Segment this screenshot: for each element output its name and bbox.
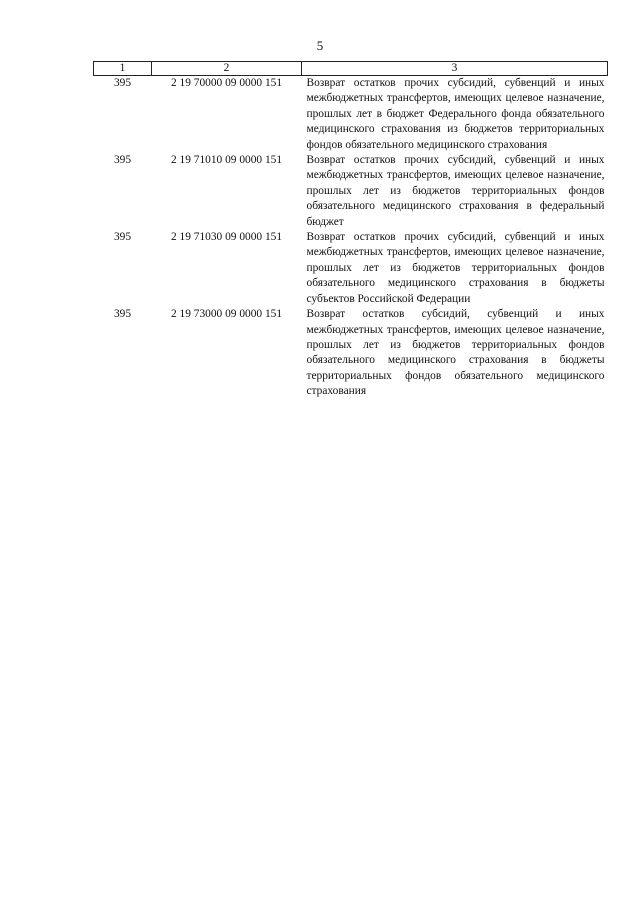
kbk-code-cell: 2 19 71010 09 0000 151 bbox=[170, 154, 283, 167]
admin-code-cell: 395 bbox=[113, 154, 132, 167]
admin-code-cell: 395 bbox=[113, 77, 132, 89]
budget-codes-table bbox=[93, 61, 608, 400]
admin-code-cell: 395 bbox=[113, 231, 132, 244]
table-header-row bbox=[94, 62, 608, 76]
admin-code-cell: 395 bbox=[113, 308, 132, 321]
table-row bbox=[94, 230, 608, 307]
column-header-2: 2 bbox=[152, 62, 302, 76]
description-cell: Возврат остатков прочих субсидий, субвенций и иных межбюджетных трансфертов, имеющих целевое назначение, прошлых лет в бюджет Федерального фонда обязательного медицинского страхования из бюджетов территориальных фондов обязательного медицинского страхования bbox=[306, 77, 605, 151]
table-row bbox=[94, 153, 608, 230]
description-cell: Возврат остатков прочих субсидий, субвенций и иных межбюджетных трансфертов, имеющих целевое назначение, прошлых лет из бюджетов территориальных фондов обязательного медицинского страхования в федеральный бюджет bbox=[306, 154, 605, 228]
kbk-code-cell: 2 19 73000 09 0000 151 bbox=[170, 308, 283, 321]
description-cell: Возврат остатков субсидий, субвенций и иных межбюджетных трансфертов, имеющих целевое назначение, прошлых лет из бюджетов территориальных фондов обязательного медицинского страхования в бюджеты территориальных фондов обязательного медицинского страхования bbox=[306, 308, 605, 398]
description-cell: Возврат остатков прочих субсидий, субвенций и иных межбюджетных трансфертов, имеющих целевое назначение, прошлых лет из бюджетов территориальных фондов обязательного медицинского страхования в бюджеты субъектов Российской Федерации bbox=[306, 231, 605, 305]
table-row bbox=[94, 76, 608, 154]
kbk-code-cell: 2 19 70000 09 0000 151 bbox=[170, 77, 283, 89]
table-row bbox=[94, 307, 608, 399]
page-number: 5 bbox=[316, 38, 324, 53]
kbk-code-cell: 2 19 71030 09 0000 151 bbox=[170, 231, 283, 244]
column-header-1: 1 bbox=[94, 62, 152, 76]
column-header-3: 3 bbox=[302, 62, 608, 76]
